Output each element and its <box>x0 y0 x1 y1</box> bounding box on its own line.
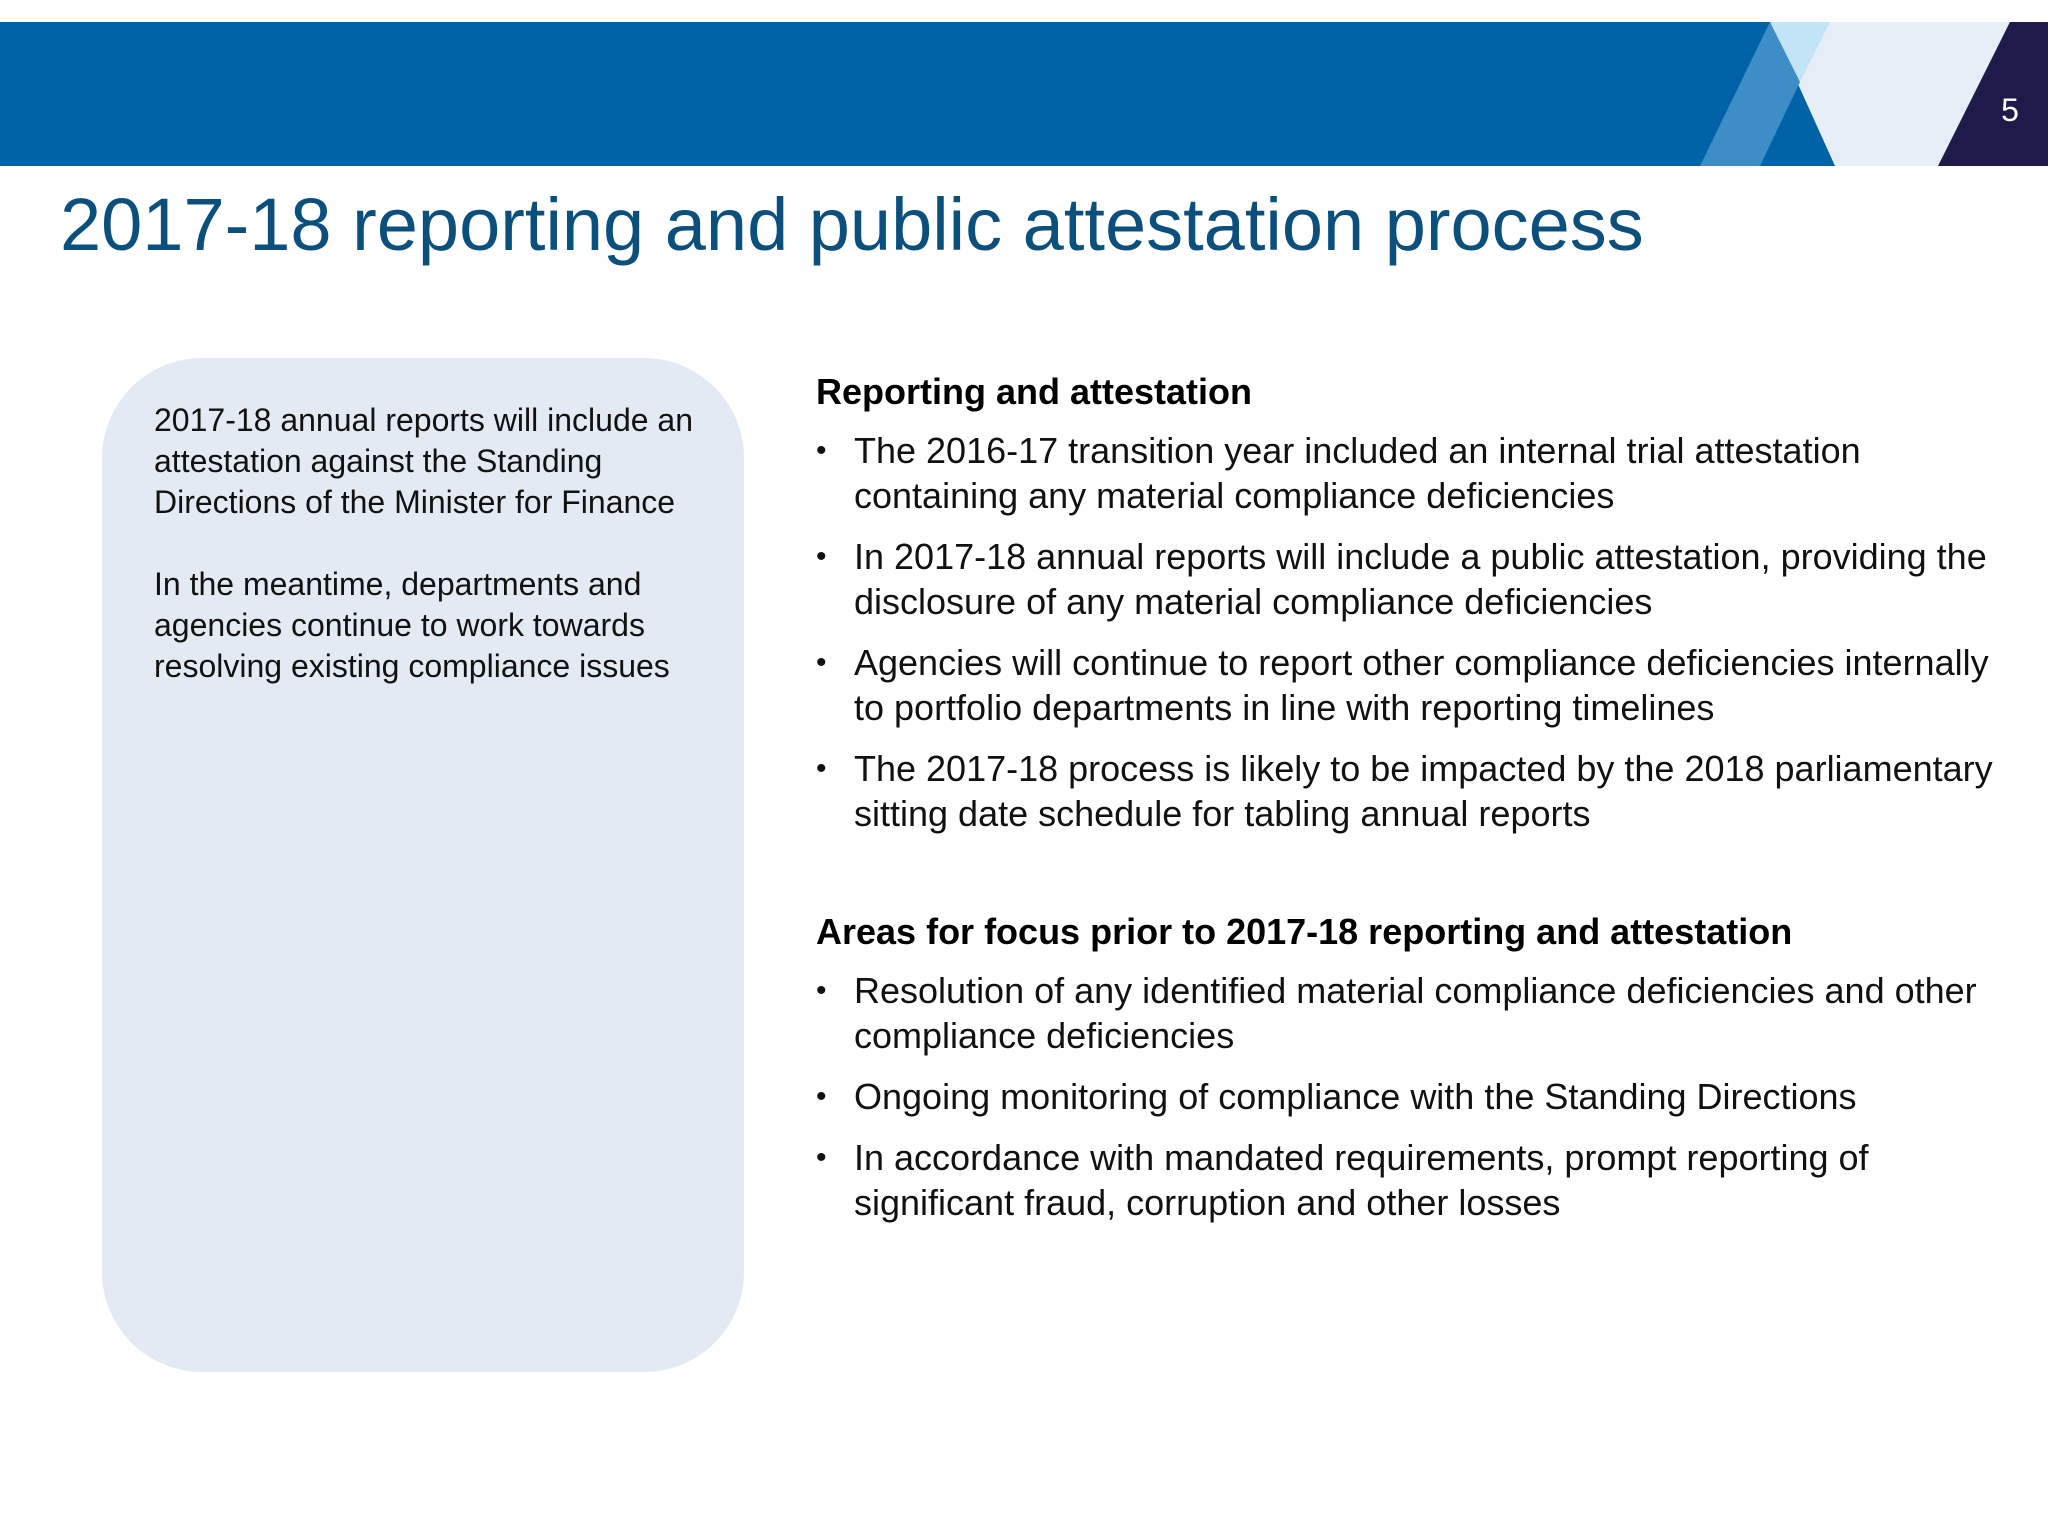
list-item-text: In 2017-18 annual reports will include a public attestation, providing the disclosure of any material compliance deficiencies <box>854 536 1987 622</box>
list-item <box>816 640 1996 730</box>
bullet-icon: • <box>816 752 827 785</box>
list-item <box>816 1135 1996 1225</box>
page-number: 5 <box>2001 92 2019 128</box>
callout-paragraph: In the meantime, departments and agencies continue to work towards resolving existing compliance issues <box>154 566 670 684</box>
banner-top-strip <box>0 0 2048 22</box>
bullet-list <box>816 428 1996 836</box>
section-reporting-attestation <box>816 370 1996 836</box>
list-item-text: Resolution of any identified material compliance deficiencies and other compliance deficiencies <box>854 970 1977 1056</box>
list-item <box>816 1074 1996 1119</box>
page-title: 2017-18 reporting and public attestation process <box>60 183 1644 266</box>
list-item-text: In accordance with mandated requirements, prompt reporting of significant fraud, corruption and other losses <box>854 1137 1869 1223</box>
bullet-icon: • <box>816 646 827 679</box>
section-heading: Areas for focus prior to 2017-18 reporting and attestation <box>816 911 1793 952</box>
list-item <box>816 428 1996 518</box>
bullet-icon: • <box>816 540 827 573</box>
bullet-list <box>816 968 1996 1225</box>
list-item-text: Ongoing monitoring of compliance with the Standing Directions <box>854 1076 1857 1117</box>
summary-callout <box>102 358 744 1372</box>
callout-paragraph: 2017-18 annual reports will include an attestation against the Standing Directions of the Minister for Finance <box>154 402 694 520</box>
main-content <box>816 370 1996 1241</box>
list-item-text: The 2017-18 process is likely to be impacted by the 2018 parliamentary sitting date schedule for tabling annual reports <box>854 748 1993 834</box>
bullet-icon: • <box>816 1080 827 1113</box>
list-item <box>816 746 1996 836</box>
bullet-icon: • <box>816 434 827 467</box>
list-item-text: The 2016-17 transition year included an internal trial attestation containing any material compliance deficiencies <box>854 430 1861 516</box>
section-heading: Reporting and attestation <box>816 371 1253 412</box>
bullet-icon: • <box>816 974 827 1007</box>
section-areas-for-focus <box>816 910 1996 1225</box>
list-item-text: Agencies will continue to report other compliance deficiencies internally to portfolio departments in line with reporting timelines <box>854 642 1989 728</box>
list-item <box>816 968 1996 1058</box>
bullet-icon: • <box>816 1141 827 1174</box>
header-banner <box>0 0 2048 166</box>
list-item <box>816 534 1996 624</box>
